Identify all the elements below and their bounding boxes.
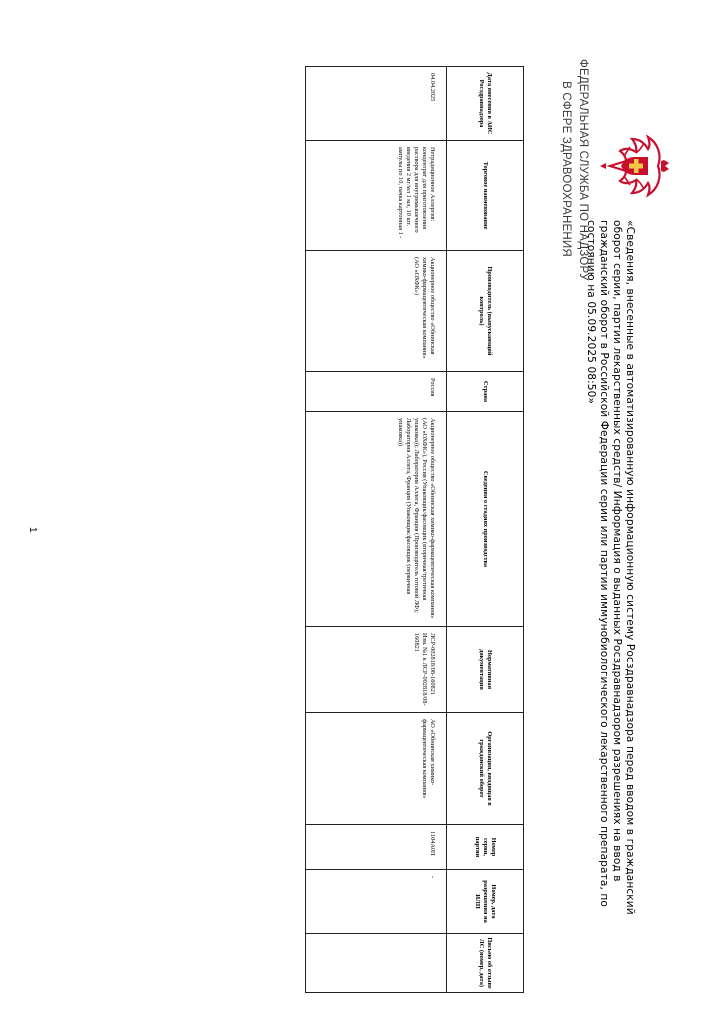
page-number: 1 xyxy=(27,527,38,533)
cell-trade-name: Нетрадиционное Аллергия: концентрат для приготовления раствора для внутримышечного введения 2 мг/мл 1 мл, 10 шт. ампулы по 10, пачка картонная 1 - xyxy=(306,141,447,251)
agency-name-line-1: ФЕДЕРАЛЬНАЯ СЛУЖБА ПО НАДЗОРУ xyxy=(577,59,589,281)
column-header-date: Дата внесения в АИС Росздравнадзора xyxy=(447,67,524,141)
table-header-row xyxy=(447,67,524,993)
document-title: «Сведения, внесенные в автоматизированную информационную систему Росздравнадзора перед вводом в гражданский оборот серии, партии лекарственных средств/ Информация о выданных Росздравнадзором разрешениях на ввод в гражданский оборот в Российской Федерации серии или партии иммунобиологического лекарственного препарата, по состоянию на 05.09.2025 08:50» xyxy=(585,220,636,915)
column-header-recall: Письмо об отзыве ЛС (номер, дата) xyxy=(447,934,524,993)
agency-name-line-2: В СФЕРЕ ЗДРАВООХРАНЕНИЯ xyxy=(560,81,572,257)
cell-recall xyxy=(306,934,447,993)
coat-of-arms-logo xyxy=(598,133,670,199)
column-header-permit: Номер, дата разрешения на ИЛП xyxy=(447,870,524,934)
column-header-country: Страна xyxy=(447,372,524,412)
cell-manufacturer: Акционерное общество «Обнинская химико-фармацевтическая компания» (АО «ОХФК») xyxy=(306,251,447,372)
column-header-manufacturer: Производитель (выпускающий контроль) xyxy=(447,251,524,372)
table-row xyxy=(306,67,447,993)
cell-date: 04.04.2025 xyxy=(306,67,447,141)
column-header-organization: Организация, вводящая в гражданский оборот xyxy=(447,713,524,825)
cell-permit: - xyxy=(306,870,447,934)
column-header-normative-doc: Нормативная документация xyxy=(447,627,524,713)
column-header-production-stages: Сведения о стадиях производства xyxy=(447,412,524,627)
cell-batch: 1104А0П xyxy=(306,825,447,870)
column-header-trade-name: Торговое наименование xyxy=(447,141,524,251)
cell-production-stages: Акционерное общество «Обнинская химико-фармацевтическая компания» (АО «ОХФК»), Россия (Упаковщик/фасовщик (вторичная/третичная упаковка)); Лаборатория Аллега, Франция (Производитель готовой ЛФ); Лаборатория Аллега, Франция (Упаковщик/фасовщик (первичная упаковка)) xyxy=(306,412,447,627)
cell-normative-doc: ЛСР-002818/08-160821 Изм. №1 к ЛСР-002818/08-160821 xyxy=(306,627,447,713)
cell-country: Россия xyxy=(306,372,447,412)
permits-table xyxy=(305,66,524,993)
column-header-batch: Номер серии, партии xyxy=(447,825,524,870)
cell-organization: АО «Обнинская химико-фармацевтическая компания» xyxy=(306,713,447,825)
